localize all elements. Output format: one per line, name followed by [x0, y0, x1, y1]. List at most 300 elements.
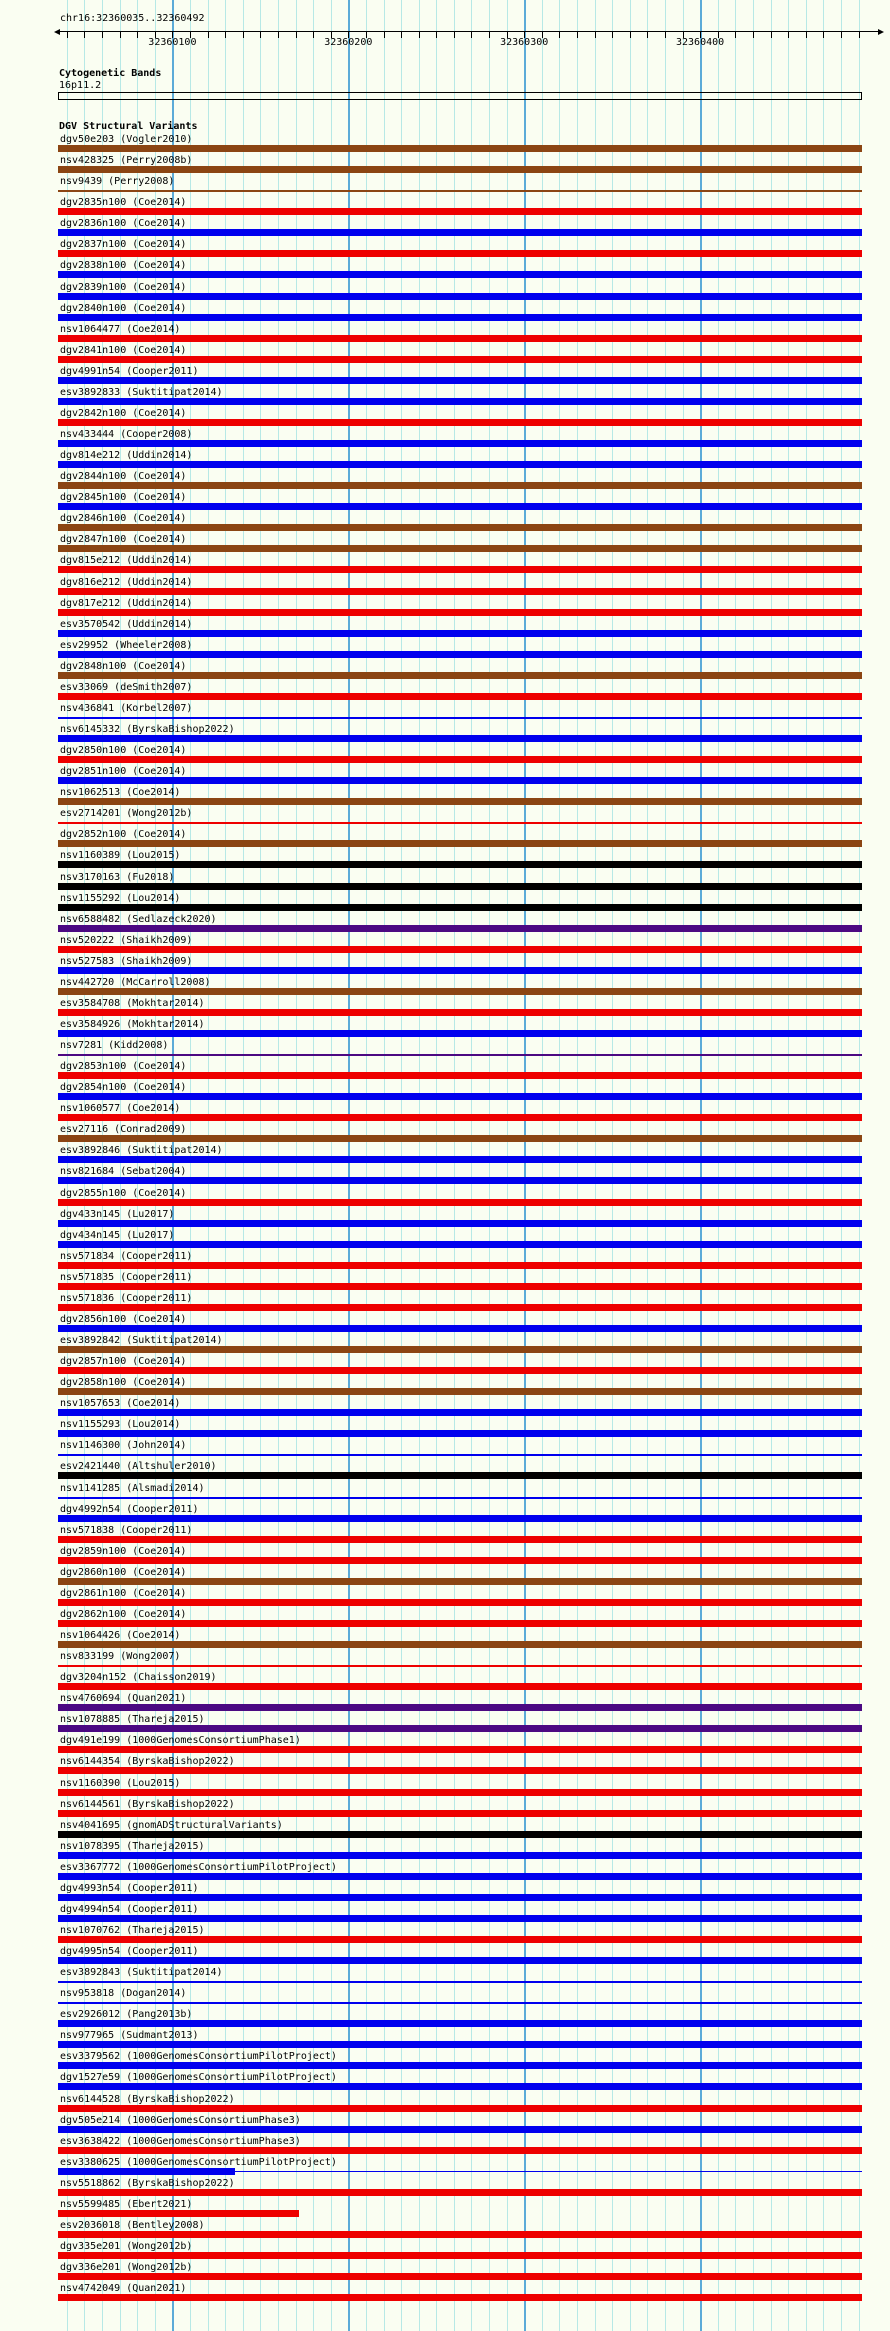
variant-row[interactable]	[58, 682, 862, 703]
variant-label: nsv4742049 (Quan2021)	[60, 2283, 187, 2295]
variant-bar[interactable]	[58, 1641, 862, 1648]
variant-row[interactable]	[58, 1756, 862, 1777]
ruler-tick	[454, 31, 455, 38]
variant-row[interactable]	[58, 1546, 862, 1567]
variant-label: nsv527583 (Shaikh2009)	[60, 955, 193, 967]
variant-row[interactable]	[58, 1504, 862, 1525]
variant-label: esv3380625 (1000GenomesConsortiumPilotProject)	[60, 2156, 337, 2168]
variant-label: dgv2847n100 (Coe2014)	[60, 534, 187, 546]
variant-label: nsv5518862 (ByrskaBishop2022)	[60, 2177, 235, 2189]
variant-row[interactable]	[58, 387, 862, 408]
variant-label: dgv2858n100 (Coe2014)	[60, 1377, 187, 1389]
variant-row[interactable]	[58, 1778, 862, 1799]
variant-row[interactable]	[58, 724, 862, 745]
variant-row[interactable]	[58, 1967, 862, 1988]
variant-bar[interactable]	[58, 1831, 862, 1838]
variant-label: esv3892833 (Suktitipat2014)	[60, 386, 223, 398]
variant-row[interactable]	[58, 1230, 862, 1251]
variant-row[interactable]	[58, 1946, 862, 1967]
variant-row[interactable]	[58, 2115, 862, 2136]
variant-bar[interactable]	[58, 2273, 862, 2280]
variant-row[interactable]	[58, 808, 862, 829]
ruler-tick	[419, 31, 420, 38]
variant-bar[interactable]	[58, 2189, 862, 2196]
ruler-tick	[208, 31, 209, 38]
variant-bar[interactable]	[58, 271, 862, 278]
variant-label: nsv953818 (Dogan2014)	[60, 1988, 187, 2000]
variant-bar[interactable]	[58, 1388, 862, 1395]
variant-label: nsv1060577 (Coe2014)	[60, 1103, 181, 1115]
variant-row[interactable]	[58, 176, 862, 197]
variant-row[interactable]	[58, 2199, 862, 2220]
variant-bar[interactable]	[58, 2041, 862, 2048]
variant-bar[interactable]	[58, 988, 862, 995]
variant-row[interactable]	[58, 850, 862, 871]
variant-bar[interactable]	[58, 1852, 862, 1859]
variant-label: nsv1070762 (Thareja2015)	[60, 1925, 205, 1936]
ruler-tick	[137, 31, 138, 38]
variant-bar[interactable]	[58, 377, 862, 384]
cytoband-label: 16p11.2	[59, 80, 102, 91]
variant-label: dgv2842n100 (Coe2014)	[60, 407, 187, 419]
ruler-tick	[67, 31, 68, 38]
variant-bar[interactable]	[58, 1915, 862, 1922]
variant-row[interactable]	[58, 1630, 862, 1651]
variant-line[interactable]	[58, 1497, 862, 1499]
ruler-tick	[384, 31, 385, 38]
variant-row[interactable]	[58, 872, 862, 893]
variant-bar[interactable]	[58, 440, 862, 447]
variant-row[interactable]	[58, 492, 862, 513]
variant-row[interactable]	[58, 914, 862, 935]
variant-label: dgv4991n54 (Cooper2011)	[60, 365, 199, 377]
variant-row[interactable]	[58, 619, 862, 640]
variant-bar[interactable]	[58, 2210, 299, 2217]
variant-bar[interactable]	[58, 756, 862, 763]
variant-row[interactable]	[58, 1925, 862, 1946]
variant-row[interactable]	[58, 2262, 862, 2283]
variant-label: esv2926012 (Pang2013b)	[60, 2009, 193, 2021]
variant-row[interactable]	[58, 471, 862, 492]
ruler-tick-label: 32360400	[676, 37, 725, 48]
variant-bar[interactable]	[58, 925, 862, 932]
variant-bar[interactable]	[58, 1578, 862, 1585]
variant-row[interactable]	[58, 1398, 862, 1419]
variant-label: nsv1078885 (Thareja2015)	[60, 1714, 205, 1726]
variant-bar[interactable]	[58, 672, 862, 679]
variant-bar[interactable]	[58, 1283, 862, 1290]
variant-bar[interactable]	[58, 1072, 862, 1079]
variant-line[interactable]	[58, 717, 862, 719]
variant-label: esv3892846 (Suktitipat2014)	[60, 1145, 223, 1157]
variant-label: nsv833199 (Wong2007)	[60, 1651, 181, 1662]
dgv-track-title: DGV Structural Variants	[59, 121, 198, 132]
variant-row[interactable]	[58, 1841, 862, 1862]
variant-label: nsv1155293 (Lou2014)	[60, 1419, 181, 1431]
ruler-tick	[612, 31, 613, 38]
variant-bar[interactable]	[58, 883, 862, 890]
variant-label: nsv7281 (Kidd2008)	[60, 1040, 169, 1051]
variant-bar[interactable]	[58, 2126, 862, 2133]
variant-bar[interactable]	[58, 1241, 862, 1248]
variant-row[interactable]	[58, 1124, 862, 1145]
variant-bar[interactable]	[58, 1789, 862, 1796]
variant-row[interactable]	[58, 2009, 862, 2030]
variant-label: nsv1141285 (Alsmadi2014)	[60, 1482, 205, 1494]
variant-row[interactable]	[58, 1356, 862, 1377]
variant-bar[interactable]	[58, 1030, 862, 1037]
variant-label: nsv571834 (Cooper2011)	[60, 1250, 193, 1262]
variant-label: esv3892842 (Suktitipat2014)	[60, 1335, 223, 1346]
variant-bar[interactable]	[58, 1367, 862, 1374]
variant-row[interactable]	[58, 1145, 862, 1166]
variant-bar[interactable]	[58, 229, 862, 236]
variant-row[interactable]	[58, 998, 862, 1019]
variant-bar[interactable]	[58, 1135, 862, 1142]
variant-bar[interactable]	[58, 1873, 862, 1880]
variant-line[interactable]	[58, 1981, 862, 1983]
variant-row[interactable]	[58, 366, 862, 387]
variant-bar[interactable]	[58, 1536, 862, 1543]
variant-row[interactable]	[58, 2220, 862, 2241]
variant-bar[interactable]	[58, 1746, 862, 1753]
variant-row[interactable]	[58, 2094, 862, 2115]
variant-row[interactable]	[58, 1588, 862, 1609]
variant-row[interactable]	[58, 703, 862, 724]
variant-bar[interactable]	[58, 1093, 862, 1100]
variant-bar[interactable]	[58, 166, 862, 173]
variant-bar[interactable]	[58, 524, 862, 531]
variant-row[interactable]	[58, 1483, 862, 1504]
ruler-tick	[630, 31, 631, 38]
variant-bar[interactable]	[58, 609, 862, 616]
variant-line[interactable]	[58, 822, 862, 824]
variant-label: dgv2848n100 (Coe2014)	[60, 660, 187, 672]
variant-bar[interactable]	[58, 967, 862, 974]
variant-row[interactable]	[58, 577, 862, 598]
variant-row[interactable]	[58, 956, 862, 977]
variant-row[interactable]	[58, 197, 862, 218]
variant-row[interactable]	[58, 1883, 862, 1904]
variant-row[interactable]	[58, 1525, 862, 1546]
variant-row[interactable]	[58, 555, 862, 576]
variant-line[interactable]	[58, 190, 862, 192]
variant-bar[interactable]	[58, 461, 862, 468]
variant-row[interactable]	[58, 661, 862, 682]
variant-row[interactable]	[58, 429, 862, 450]
variant-label: dgv2839n100 (Coe2014)	[60, 281, 187, 293]
variant-label: nsv1160390 (Lou2015)	[60, 1777, 181, 1789]
variant-bar[interactable]	[58, 1936, 862, 1943]
variant-row[interactable]	[58, 2136, 862, 2157]
ruler-tick	[471, 31, 472, 38]
variant-bar[interactable]	[58, 1472, 862, 1479]
variant-bar[interactable]	[58, 777, 862, 784]
variant-bar[interactable]	[58, 798, 862, 805]
cytoband-box[interactable]	[58, 92, 862, 100]
variant-row[interactable]	[58, 1609, 862, 1630]
variant-bar[interactable]	[58, 419, 862, 426]
variant-label: nsv571838 (Cooper2011)	[60, 1524, 193, 1536]
ruler-tick	[243, 31, 244, 38]
variant-bar[interactable]	[58, 1199, 862, 1206]
variant-label: nsv436841 (Korbel2007)	[60, 702, 193, 714]
variant-row[interactable]	[58, 1293, 862, 1314]
variant-row[interactable]	[58, 1103, 862, 1124]
variant-label: esv3379562 (1000GenomesConsortiumPilotProject)	[60, 2051, 337, 2063]
variant-row[interactable]	[58, 1188, 862, 1209]
variant-label: dgv434n145 (Lu2017)	[60, 1229, 175, 1241]
ruler-tick	[225, 31, 226, 38]
variant-bar[interactable]	[58, 1304, 862, 1311]
variant-bar[interactable]	[58, 693, 862, 700]
variant-row[interactable]	[58, 303, 862, 324]
variant-bar[interactable]	[58, 2252, 862, 2259]
variant-row[interactable]	[58, 1272, 862, 1293]
variant-row[interactable]	[58, 239, 862, 260]
variant-row[interactable]	[58, 787, 862, 808]
variant-bar[interactable]	[58, 2231, 862, 2238]
variant-label: dgv4992n54 (Cooper2011)	[60, 1503, 199, 1515]
variant-label: nsv442720 (McCarroll2008)	[60, 976, 211, 988]
variant-row[interactable]	[58, 1019, 862, 1040]
variant-row[interactable]	[58, 1082, 862, 1103]
variant-row[interactable]	[58, 2283, 862, 2304]
variant-bar[interactable]	[58, 1599, 862, 1606]
ruler-tick-label: 32360100	[148, 37, 197, 48]
variant-label: dgv2859n100 (Coe2014)	[60, 1545, 187, 1557]
variant-bar[interactable]	[58, 398, 862, 405]
variant-row[interactable]	[58, 1440, 862, 1461]
ruler-tick	[577, 31, 578, 38]
variant-label: dgv816e212 (Uddin2014)	[60, 576, 193, 588]
variant-row[interactable]	[58, 345, 862, 366]
variant-row[interactable]	[58, 2178, 862, 2199]
variant-label: esv3638422 (1000GenomesConsortiumPhase3)	[60, 2135, 301, 2147]
variant-bar[interactable]	[58, 630, 862, 637]
variant-label: dgv491e199 (1000GenomesConsortiumPhase1)	[60, 1735, 301, 1747]
variant-label: dgv505e214 (1000GenomesConsortiumPhase3)	[60, 2114, 301, 2126]
variant-label: dgv2850n100 (Coe2014)	[60, 745, 187, 756]
variant-row[interactable]	[58, 1820, 862, 1841]
variant-row[interactable]	[58, 260, 862, 281]
variant-bar[interactable]	[58, 904, 862, 911]
ruler-tick	[120, 31, 121, 38]
variant-bar[interactable]	[58, 545, 862, 552]
variant-row[interactable]	[58, 408, 862, 429]
ruler-tick	[735, 31, 736, 38]
variant-line[interactable]	[58, 1665, 862, 1667]
variant-bar[interactable]	[58, 293, 862, 300]
ruler-tick	[102, 31, 103, 38]
variant-label: nsv6144354 (ByrskaBishop2022)	[60, 1756, 235, 1768]
variant-bar[interactable]	[58, 503, 862, 510]
variant-bar[interactable]	[58, 861, 862, 868]
variant-bar[interactable]	[58, 1114, 862, 1121]
variant-row[interactable]	[58, 1419, 862, 1440]
variant-bar[interactable]	[58, 2147, 862, 2154]
variant-row[interactable]	[58, 1714, 862, 1735]
variant-bar[interactable]	[58, 566, 862, 573]
variant-bar[interactable]	[58, 356, 862, 363]
variant-row[interactable]	[58, 324, 862, 345]
variant-row[interactable]	[58, 450, 862, 471]
ruler-tick	[771, 31, 772, 38]
variant-label: dgv335e201 (Wong2012b)	[60, 2241, 193, 2252]
variant-label: dgv2837n100 (Coe2014)	[60, 239, 187, 251]
variant-bar[interactable]	[58, 1957, 862, 1964]
variant-row[interactable]	[58, 513, 862, 534]
variant-label: dgv2845n100 (Coe2014)	[60, 492, 187, 504]
variant-bar[interactable]	[58, 1894, 862, 1901]
variant-label: nsv571835 (Cooper2011)	[60, 1271, 193, 1283]
variant-label: esv29952 (Wheeler2008)	[60, 639, 193, 651]
variant-bar[interactable]	[58, 1325, 862, 1332]
variant-row[interactable]	[58, 766, 862, 787]
variant-row[interactable]	[58, 745, 862, 766]
variant-row[interactable]	[58, 1988, 862, 2009]
variant-label: dgv336e201 (Wong2012b)	[60, 2262, 193, 2274]
variant-label: dgv2835n100 (Coe2014)	[60, 197, 187, 209]
variant-row[interactable]	[58, 2030, 862, 2051]
variant-row[interactable]	[58, 1672, 862, 1693]
variant-label: esv3584708 (Mokhtar2014)	[60, 997, 205, 1009]
variant-row[interactable]	[58, 1314, 862, 1335]
variant-label: dgv433n145 (Lu2017)	[60, 1208, 175, 1220]
variant-label: nsv520222 (Shaikh2009)	[60, 934, 193, 946]
variant-label: nsv4760694 (Quan2021)	[60, 1693, 187, 1705]
region-label: chr16:32360035..32360492	[60, 13, 205, 24]
variant-label: nsv5599485 (Ebert2021)	[60, 2198, 193, 2210]
ruler-tick	[260, 31, 261, 38]
variant-bar[interactable]	[58, 1430, 862, 1437]
variant-label: dgv815e212 (Uddin2014)	[60, 555, 193, 567]
variant-bar[interactable]	[58, 2083, 862, 2090]
variant-extension-line	[235, 2171, 862, 2172]
variant-row[interactable]	[58, 534, 862, 555]
variant-bar[interactable]	[58, 145, 862, 152]
variant-row[interactable]	[58, 2157, 862, 2178]
variant-row[interactable]	[58, 1567, 862, 1588]
variant-row[interactable]	[58, 2241, 862, 2262]
variant-bar[interactable]	[58, 840, 862, 847]
variant-row[interactable]	[58, 1693, 862, 1714]
variant-row[interactable]	[58, 1377, 862, 1398]
variant-row[interactable]	[58, 893, 862, 914]
variant-bar[interactable]	[58, 1220, 862, 1227]
ruler-tick	[313, 31, 314, 38]
variant-row[interactable]	[58, 1862, 862, 1883]
variant-bar[interactable]	[58, 946, 862, 953]
variant-label: dgv2861n100 (Coe2014)	[60, 1587, 187, 1599]
variant-row[interactable]	[58, 1061, 862, 1082]
variant-bar[interactable]	[58, 2294, 862, 2301]
variant-row[interactable]	[58, 640, 862, 661]
ruler-tick	[788, 31, 789, 38]
variant-label: dgv3204n152 (Chaisson2019)	[60, 1672, 217, 1684]
variant-row[interactable]	[58, 1209, 862, 1230]
ruler-tick	[859, 31, 860, 38]
variant-label: dgv814e212 (Uddin2014)	[60, 450, 193, 462]
variant-label: dgv2841n100 (Coe2014)	[60, 344, 187, 356]
variant-row[interactable]	[58, 2072, 862, 2093]
variant-row[interactable]	[58, 1904, 862, 1925]
variant-bar[interactable]	[58, 1810, 862, 1817]
variant-row[interactable]	[58, 1335, 862, 1356]
variant-row[interactable]	[58, 1735, 862, 1756]
variant-row[interactable]	[58, 1799, 862, 1820]
variant-bar[interactable]	[58, 208, 862, 215]
variant-label: dgv50e203 (Vogler2010)	[60, 134, 193, 145]
variant-bar[interactable]	[58, 2105, 862, 2112]
variant-bar[interactable]	[58, 1409, 862, 1416]
variant-row[interactable]	[58, 218, 862, 239]
variant-bar[interactable]	[58, 1156, 862, 1163]
variant-bar[interactable]	[58, 1725, 862, 1732]
variant-label: dgv2846n100 (Coe2014)	[60, 513, 187, 525]
variant-bar[interactable]	[58, 1557, 862, 1564]
variant-label: dgv4994n54 (Cooper2011)	[60, 1903, 199, 1915]
variant-bar[interactable]	[58, 651, 862, 658]
variant-line[interactable]	[58, 2002, 862, 2004]
variant-label: nsv821684 (Sebat2004)	[60, 1166, 187, 1178]
variant-bar[interactable]	[58, 1515, 862, 1522]
variant-row[interactable]	[58, 282, 862, 303]
variant-bar[interactable]	[58, 250, 862, 257]
variant-row[interactable]	[58, 1251, 862, 1272]
ruler-tick	[401, 31, 402, 38]
variant-row[interactable]	[58, 155, 862, 176]
variant-row[interactable]	[58, 598, 862, 619]
variant-bar[interactable]	[58, 482, 862, 489]
variant-bar[interactable]	[58, 1683, 862, 1690]
ruler-tick	[559, 31, 560, 38]
variant-row[interactable]	[58, 1461, 862, 1482]
variant-label: nsv1146300 (John2014)	[60, 1440, 187, 1452]
variant-row[interactable]	[58, 829, 862, 850]
variant-bar[interactable]	[58, 1262, 862, 1269]
variant-row[interactable]	[58, 1040, 862, 1061]
ruler-tick	[806, 31, 807, 38]
variant-bar[interactable]	[58, 588, 862, 595]
variant-bar[interactable]	[58, 314, 862, 321]
variant-line[interactable]	[58, 1054, 862, 1056]
variant-label: dgv2857n100 (Coe2014)	[60, 1356, 187, 1368]
ruler-tick	[595, 31, 596, 38]
variant-bar[interactable]	[58, 1009, 862, 1016]
variant-row[interactable]	[58, 1651, 862, 1672]
variant-row[interactable]	[58, 134, 862, 155]
variant-bar[interactable]	[58, 335, 862, 342]
ruler-tick	[753, 31, 754, 38]
variant-bar[interactable]	[58, 1620, 862, 1627]
variant-bar[interactable]	[58, 2062, 862, 2069]
variant-bar[interactable]	[58, 1346, 862, 1353]
variant-row[interactable]	[58, 977, 862, 998]
variant-bar[interactable]	[58, 2020, 862, 2027]
variant-bar[interactable]	[58, 1767, 862, 1774]
variant-bar[interactable]	[58, 1177, 862, 1184]
variant-row[interactable]	[58, 2051, 862, 2072]
variant-bar[interactable]	[58, 2168, 235, 2175]
variant-row[interactable]	[58, 935, 862, 956]
variant-bar[interactable]	[58, 735, 862, 742]
variant-bar[interactable]	[58, 1704, 862, 1711]
variant-label: nsv9439 (Perry2008)	[60, 176, 175, 188]
variant-row[interactable]	[58, 1166, 862, 1187]
variant-label: dgv4995n54 (Cooper2011)	[60, 1946, 199, 1957]
variant-line[interactable]	[58, 1454, 862, 1456]
